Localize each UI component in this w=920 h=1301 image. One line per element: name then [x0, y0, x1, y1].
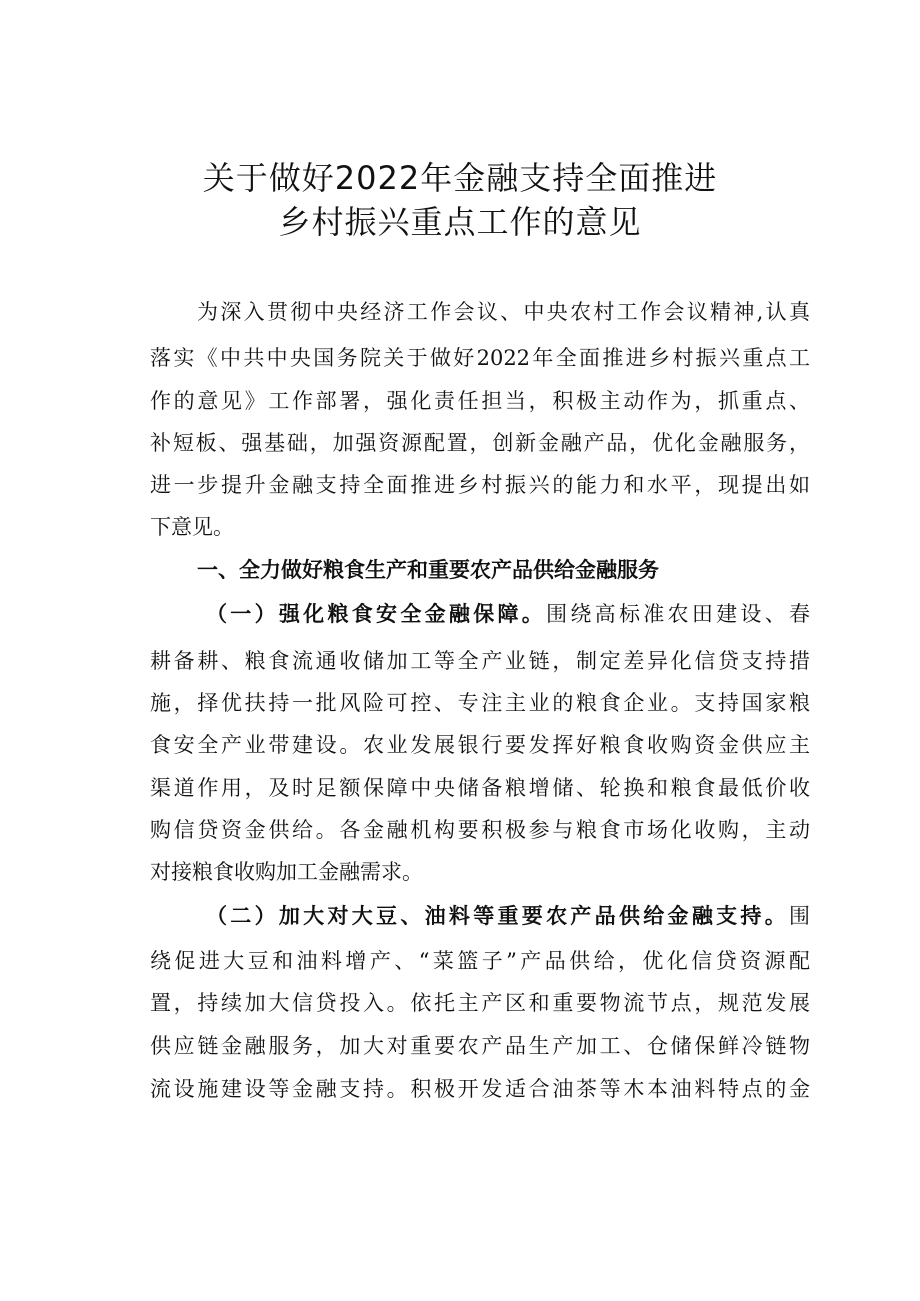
subsection-paragraph-line: 渠道作用，及时足额保障中央储备粮增储、轮换和粮食最低价收 — [150, 776, 810, 800]
subsection-paragraph-line: 耕备耕、粮食流通收储加工等全产业链，制定差异化信贷支持措 — [150, 649, 810, 673]
subsection-paragraph-line: 流设施建设等金融支持。积极开发适合油茶等木本油料特点的金 — [150, 1077, 810, 1101]
subsection-first-line — [206, 896, 810, 936]
subsection-label: （二）加大对大豆、油料等重要农产品供给金融支持。 — [206, 903, 789, 928]
subsection-paragraph-line: 食安全产业带建设。农业发展银行要发挥好粮食收购资金供应主 — [150, 733, 810, 757]
intro-paragraph-line: 作的意见》工作部署，强化责任担当，积极主动作为，抓重点、 — [150, 389, 810, 413]
subsection-paragraph-line: 施，择优扶持一批风险可控、专注主业的粮食企业。支持国家粮 — [150, 691, 810, 715]
subsection-first-line — [206, 594, 810, 634]
intro-paragraph-line: 为深入贯彻中央经济工作会议、中央农村工作会议精神,认真 — [197, 300, 810, 324]
subsection-label: （一）强化粮食安全金融保障。 — [206, 601, 547, 626]
section-heading: 一、全力做好粮食生产和重要农产品供给金融服务 — [197, 558, 659, 582]
subsection-paragraph-line: 对接粮食收购加工金融需求。 — [150, 860, 423, 884]
subsection-paragraph-line: 绕促进大豆和油料增产、“菜篮子”产品供给，优化信贷资源配 — [150, 949, 810, 973]
intro-paragraph-line: 下意见。 — [150, 515, 234, 539]
subsection-text: 围 — [789, 904, 810, 928]
document-title-line-2: 乡村振兴重点工作的意见 — [278, 203, 642, 241]
subsection-text: 围绕高标准农田建设、春 — [546, 602, 811, 626]
intro-paragraph-line: 补短板、强基础，加强资源配置，创新金融产品，优化金融服务， — [150, 431, 810, 455]
subsection-paragraph-line: 置，持续加大信贷投入。依托主产区和重要物流节点，规范发展 — [150, 991, 810, 1015]
intro-paragraph-line: 落实《中共中央国务院关于做好2022年全面推进乡村振兴重点工 — [150, 346, 810, 370]
subsection-paragraph-line: 购信贷资金供给。各金融机构要积极参与粮食市场化收购，主动 — [150, 818, 810, 842]
document-title-line-1: 关于做好2022年金融支持全面推进 — [202, 159, 718, 197]
subsection-paragraph-line: 供应链金融服务，加大对重要农产品生产加工、仓储保鲜冷链物 — [150, 1034, 810, 1058]
intro-paragraph-line: 进一步提升金融支持全面推进乡村振兴的能力和水平，现提出如 — [150, 473, 810, 497]
